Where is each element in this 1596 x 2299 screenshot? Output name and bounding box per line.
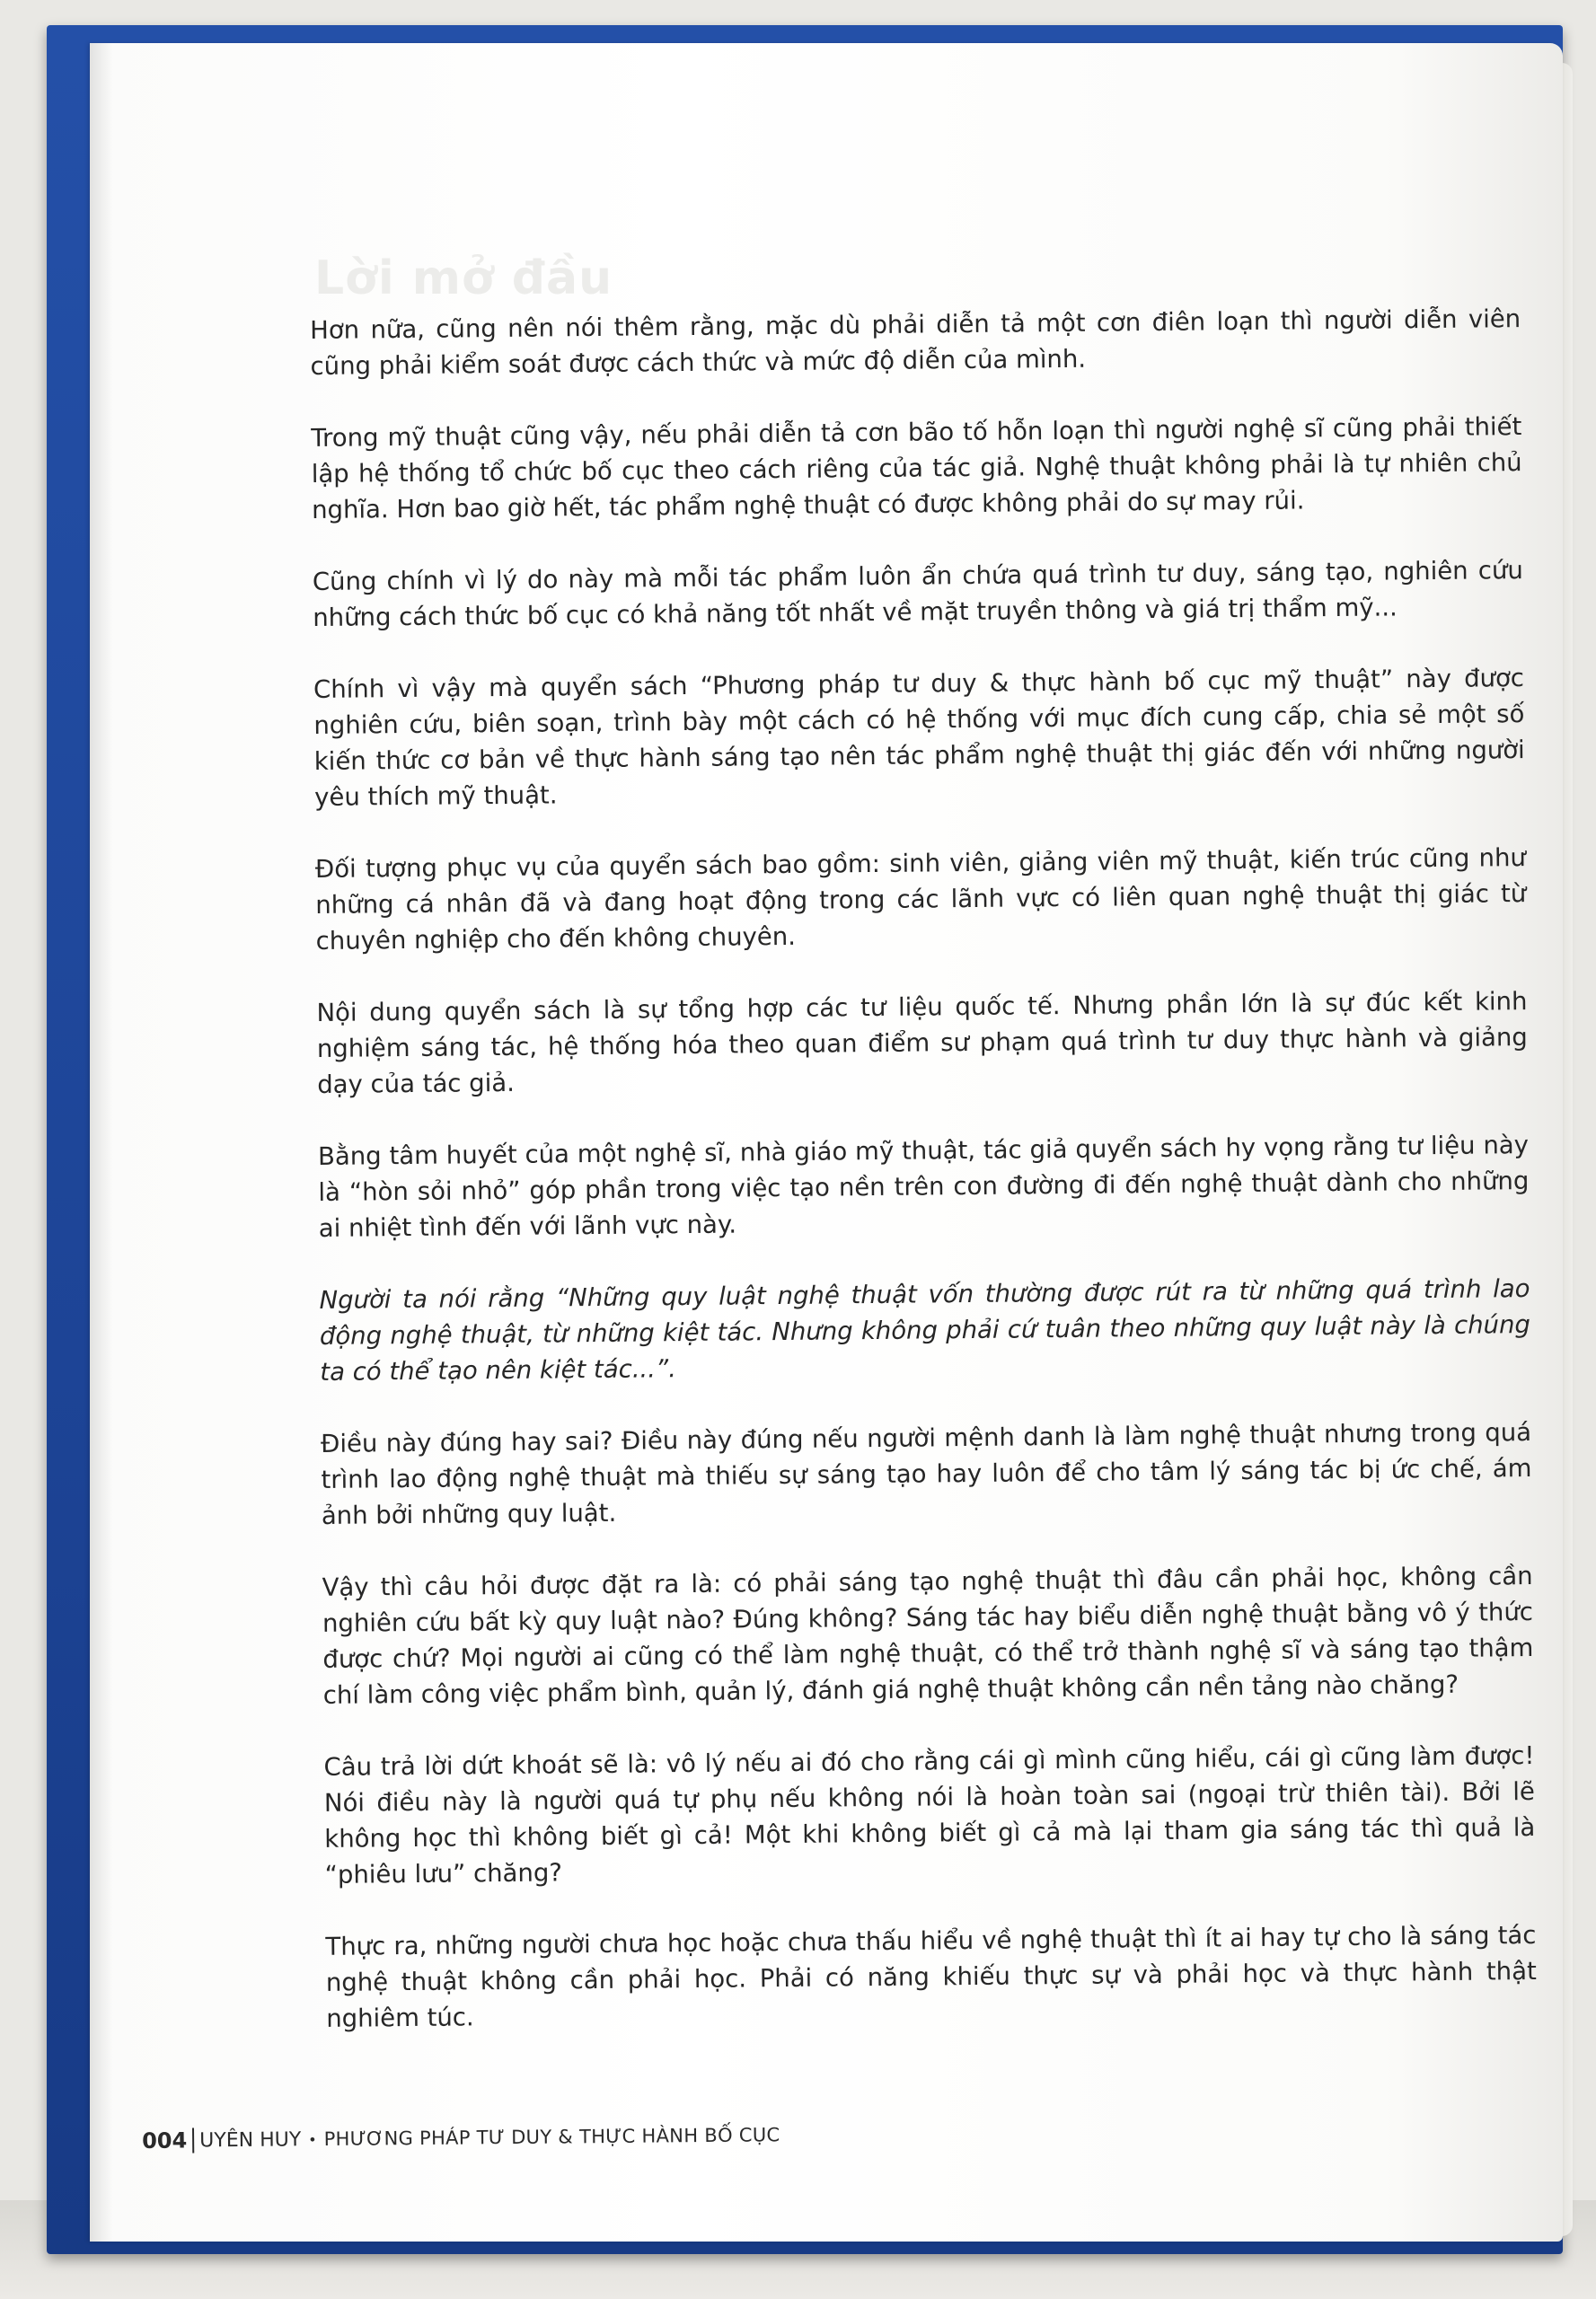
paragraph: Đối tượng phục vụ của quyển sách bao gồm: sinh viên, giảng viên mỹ thuật, kiến trúc cũng như những cá nhân đã và đang hoạt động trong các lãnh vực có liên quan nghệ thuật thị giác từ chuyên nghiệp cho đến không chuyên. — [314, 843, 1527, 956]
body-text — [310, 301, 1537, 2037]
paragraph: Cũng chính vì lý do này mà mỗi tác phẩm luôn ẩn chứa quá trình tư duy, sáng tạo, nghiên cứu những cách thức bố cục có khả năng tốt nhất về mặt truyền thông và giá trị thẩm mỹ... — [312, 556, 1523, 632]
paragraph: Chính vì vậy mà quyển sách “Phương pháp tư duy & thực hành bố cục mỹ thuật” này được nghiên cứu, biên soạn, trình bày một cách có hệ thống với mục đích cung cấp, chia sẻ một số kiến thức cơ bản về thực hành sáng tạo nên tác phẩm nghệ thuật thị giác đến với những người yêu thích mỹ thuật. — [313, 664, 1525, 812]
page-footer — [142, 2122, 780, 2154]
footer-separator: • — [308, 2130, 317, 2148]
running-title: PHƯƠNG PHÁP TƯ DUY & THỰC HÀNH BỐ CỤC — [323, 2124, 780, 2151]
page-number: 004 — [142, 2127, 194, 2154]
paragraph: Hơn nữa, cũng nên nói thêm rằng, mặc dù phải diễn tả một cơn điên loạn thì người diễn viên cũng phải kiểm soát được cách thức và mức độ diễn của mình. — [310, 304, 1521, 381]
paragraph: Thực ra, những người chưa học hoặc chưa thấu hiểu về nghệ thuật thì ít ai hay tự cho là sáng tác nghệ thuật không cần phải học. Phải có năng khiếu thực sự và phải học và thực hành thật nghiêm túc. — [325, 1920, 1537, 2033]
book-page — [90, 43, 1563, 2242]
quote-paragraph: Người ta nói rằng “Những quy luật nghệ thuật vốn thường được rút ra từ những quá trình lao động nghệ thuật, từ những kiệt tác. Nhưng không phải cứ tuân theo những quy luật này là chúng ta có thể tạo nên kiệt tác...”. — [319, 1274, 1531, 1387]
spine-shadow — [90, 43, 113, 2242]
paragraph: Câu trả lời dứt khoát sẽ là: vô lý nếu ai đó cho rằng cái gì mình cũng hiểu, cái gì cũng làm được! Nói điều này là người quá tự phụ nếu không nói là hoàn toàn sai (ngoại trừ thiên tài). Bởi lẽ không học thì không biết gì cả! Một khi không biết gì cả mà lại tham gia sáng tác thì quả là “phiêu lưu” chăng? — [323, 1740, 1536, 1889]
paragraph: Vậy thì câu hỏi được đặt ra là: có phải sáng tạo nghệ thuật thì đâu cần phải học, không cần nghiên cứu bất kỳ quy luật nào? Đúng không? Sáng tác hay biểu diễn nghệ thuật bằng vô ý thức được chứ? Mọi người ai cũng có thể làm nghệ thuật, có thể trở thành nghệ sĩ và sáng tạo thậm chí làm công việc phẩm bình, quản lý, đánh giá nghệ thuật không cần nền tảng nào chăng? — [322, 1561, 1534, 1710]
show-through-heading: Lời mở đầu — [314, 251, 613, 305]
paragraph: Trong mỹ thuật cũng vậy, nếu phải diễn tả cơn bão tố hỗn loạn thì người nghệ sĩ cũng phải thiết lập hệ thống tổ chức bố cục theo cách riêng của tác giả. Nghệ thuật không phải là tự nhiên chủ nghĩa. Hơn bao giờ hết, tác phẩm nghệ thuật có được không phải do sự may rủi. — [311, 412, 1522, 524]
paragraph: Bằng tâm huyết của một nghệ sĩ, nhà giáo mỹ thuật, tác giả quyển sách hy vọng rằng tư liệu này là “hòn sỏi nhỏ” góp phần trong việc tạo nền trên con đường đi đến nghệ thuật dành cho những ai nhiệt tình đến với lãnh vực này. — [317, 1131, 1530, 1243]
paragraph: Điều này đúng hay sai? Điều này đúng nếu người mệnh danh là làm nghệ thuật nhưng trong quá trình lao động nghệ thuật mà thiếu sự sáng tạo hay luôn để cho tâm lý sáng tác bị ức chế, ám ảnh bởi những quy luật. — [320, 1418, 1532, 1530]
paragraph: Nội dung quyển sách là sự tổng hợp các tư liệu quốc tế. Nhưng phần lớn là sự đúc kết kinh nghiệm sáng tác, hệ thống hóa theo quan điểm sư phạm quá trình tư duy thực hành và giảng dạy của tác giả. — [316, 987, 1528, 1099]
author-name: UYÊN HUY — [199, 2127, 302, 2152]
